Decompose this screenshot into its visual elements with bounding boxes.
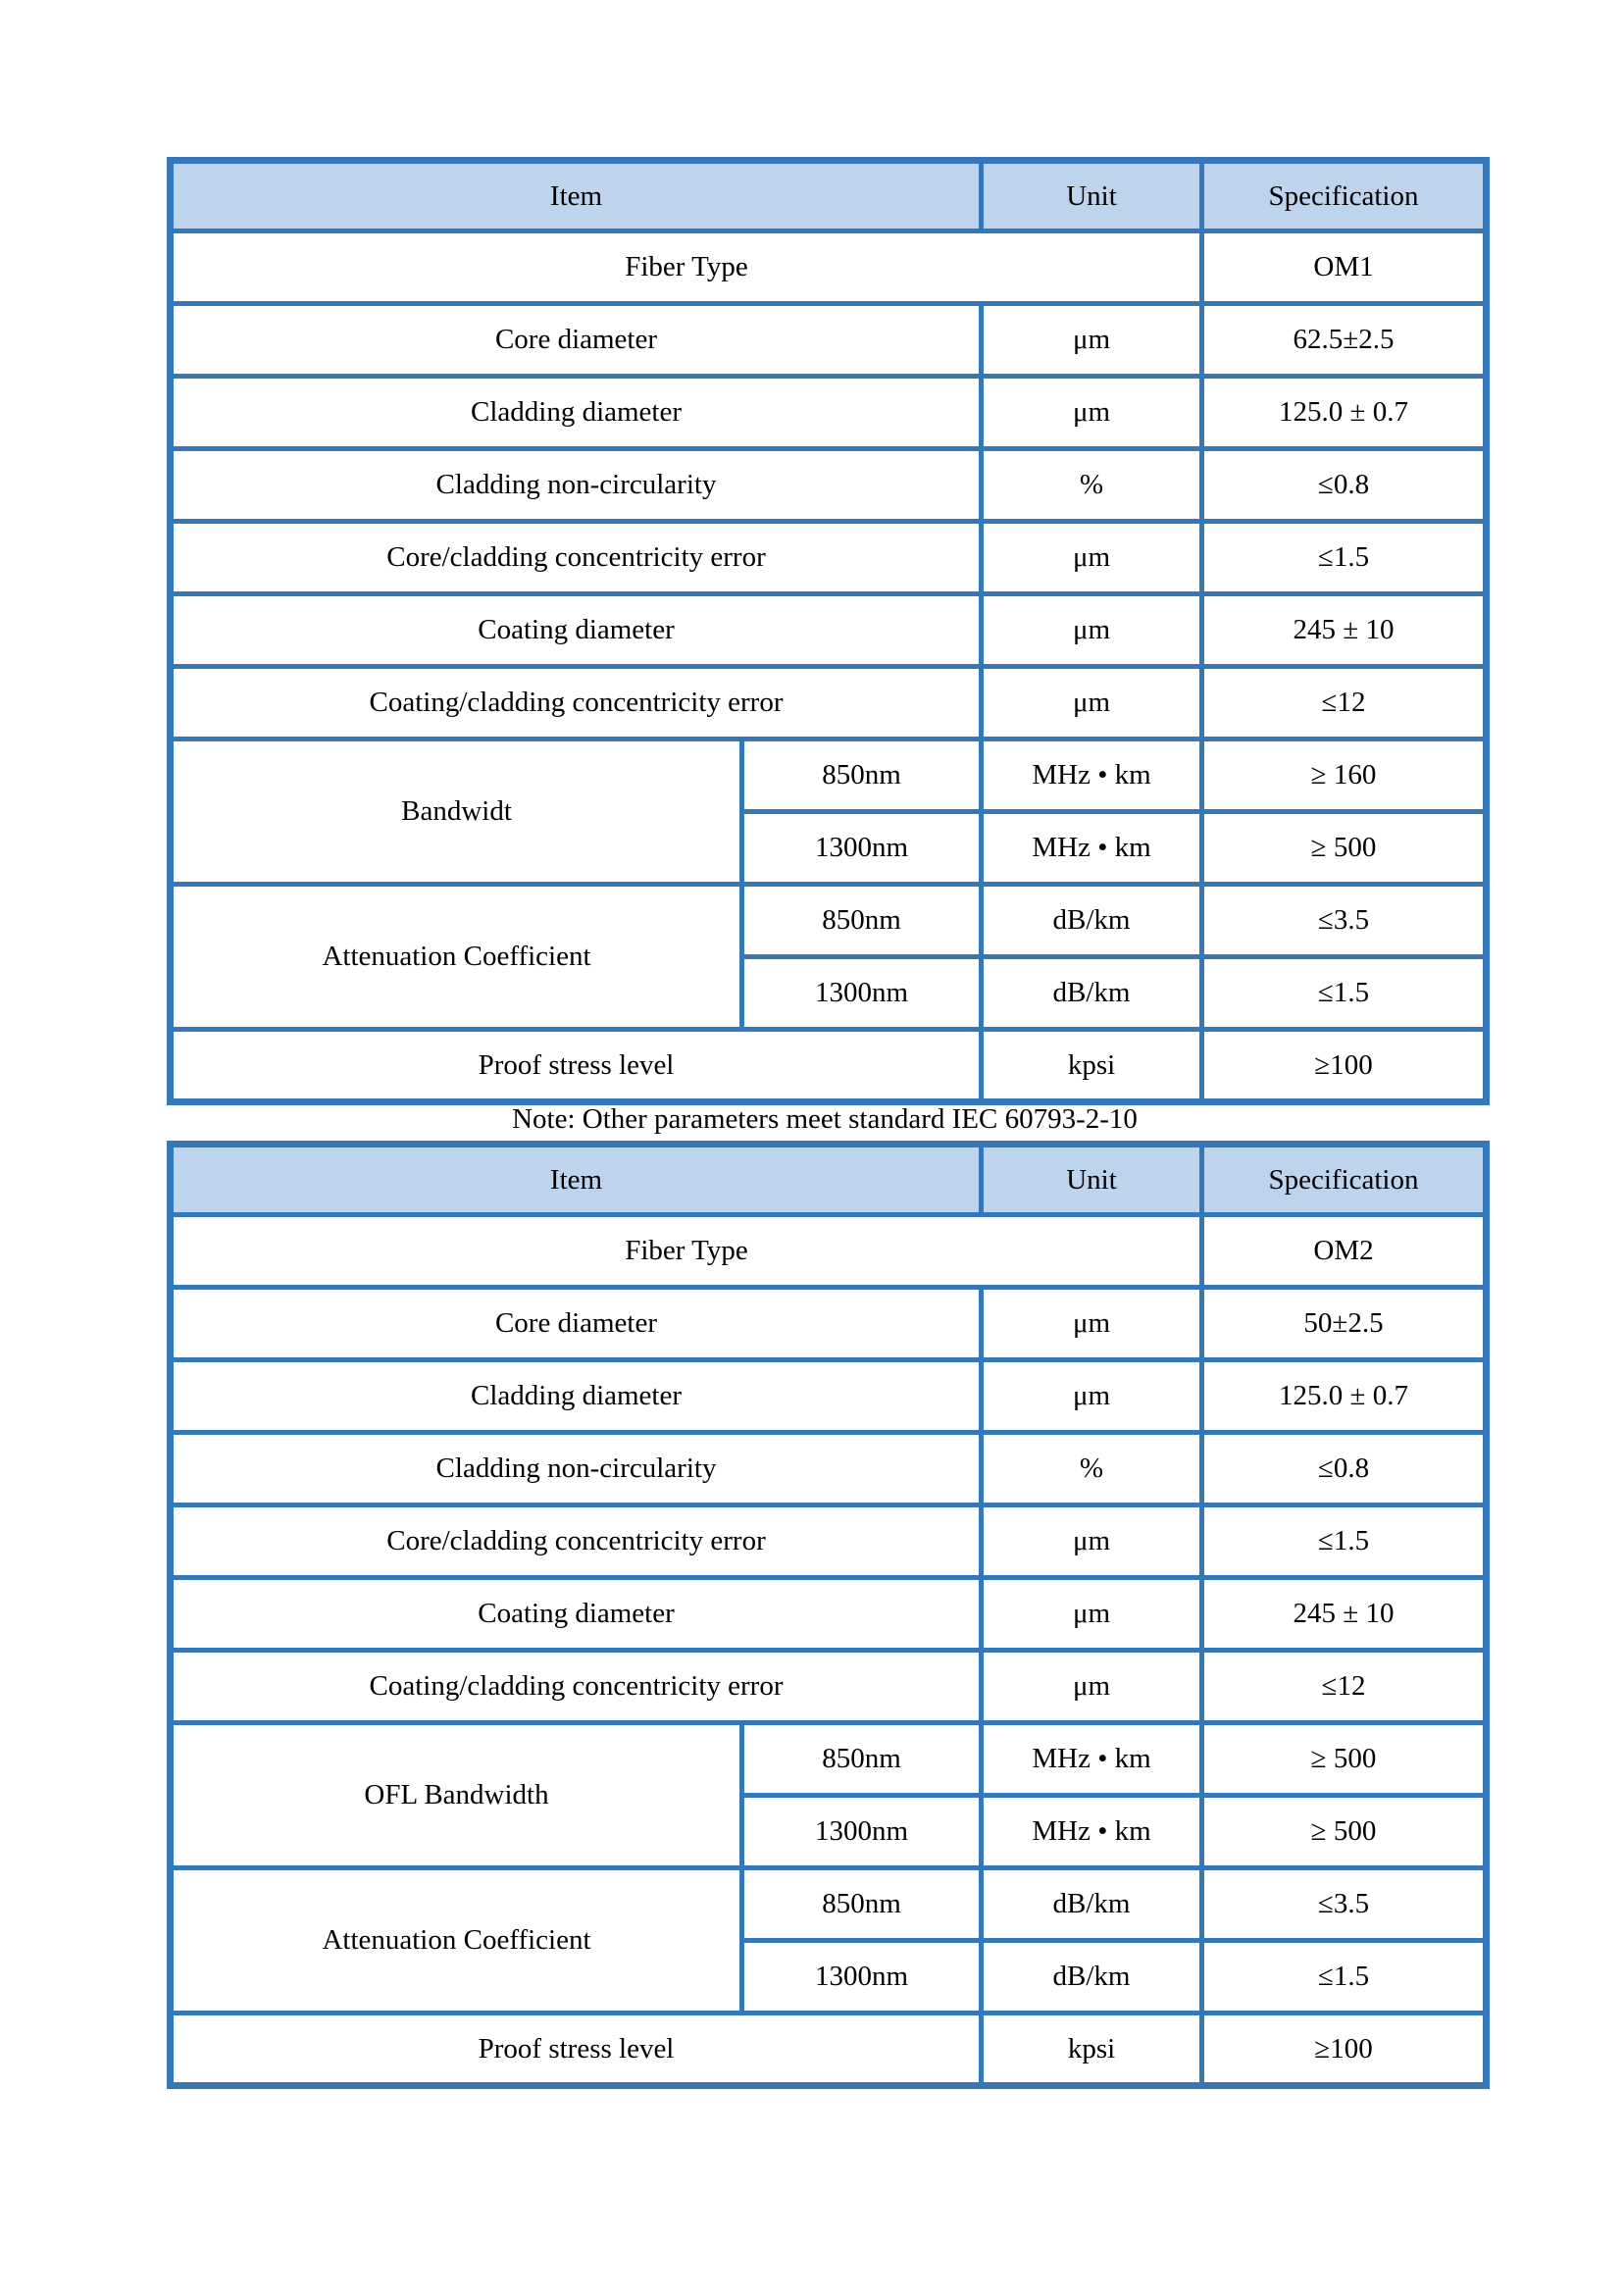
- spec-cell: ≤0.8: [1202, 1433, 1487, 1505]
- unit-cell: μm: [982, 1578, 1202, 1651]
- table-row: [171, 1433, 1487, 1505]
- unit-cell: dB/km: [982, 1868, 1202, 1941]
- wavelength-cell: 1300nm: [742, 957, 982, 1030]
- unit-cell: dB/km: [982, 957, 1202, 1030]
- item-cell: Proof stress level: [171, 2014, 982, 2086]
- table-row: [171, 1288, 1487, 1360]
- unit-cell: μm: [982, 1288, 1202, 1360]
- table-row: [171, 377, 1487, 449]
- unit-cell: μm: [982, 1651, 1202, 1723]
- spec-cell: 50±2.5: [1202, 1288, 1487, 1360]
- unit-cell: %: [982, 449, 1202, 522]
- table-row: [171, 304, 1487, 377]
- wavelength-cell: 850nm: [742, 1868, 982, 1941]
- unit-cell: μm: [982, 594, 1202, 667]
- attenuation-label: Attenuation Coefficient: [171, 885, 742, 1030]
- wavelength-cell: 850nm: [742, 885, 982, 957]
- item-cell: Proof stress level: [171, 1030, 982, 1102]
- bandwidth-row-850: [171, 1723, 1487, 1796]
- bandwidth-row-850: [171, 739, 1487, 812]
- item-cell: Core diameter: [171, 1288, 982, 1360]
- item-cell: Coating/cladding concentricity error: [171, 667, 982, 739]
- attenuation-row-850: [171, 885, 1487, 957]
- item-cell: Cladding diameter: [171, 377, 982, 449]
- header-row: [171, 1145, 1487, 1215]
- table-row: [171, 449, 1487, 522]
- spec-cell: 245 ± 10: [1202, 1578, 1487, 1651]
- table-row: [171, 522, 1487, 594]
- unit-cell: dB/km: [982, 1941, 1202, 2014]
- fiber-type-row: [171, 1215, 1487, 1288]
- item-cell: Coating diameter: [171, 1578, 982, 1651]
- proof-stress-row: [171, 2014, 1487, 2086]
- unit-cell: kpsi: [982, 2014, 1202, 2086]
- header-row: [171, 161, 1487, 231]
- header-item: Item: [171, 1145, 982, 1215]
- unit-cell: %: [982, 1433, 1202, 1505]
- spec-cell: ≤1.5: [1202, 1941, 1487, 2014]
- bandwidth-label: OFL Bandwidth: [171, 1723, 742, 1868]
- wavelength-cell: 1300nm: [742, 1941, 982, 2014]
- wavelength-cell: 1300nm: [742, 812, 982, 885]
- table-row: [171, 1651, 1487, 1723]
- unit-cell: MHz • km: [982, 739, 1202, 812]
- spec-cell: ≤3.5: [1202, 885, 1487, 957]
- spec-cell: ≤1.5: [1202, 1505, 1487, 1578]
- item-cell: Cladding non-circularity: [171, 1433, 982, 1505]
- spec-cell: 62.5±2.5: [1202, 304, 1487, 377]
- unit-cell: μm: [982, 667, 1202, 739]
- header-unit: Unit: [982, 161, 1202, 231]
- table-row: [171, 1505, 1487, 1578]
- table-row: [171, 667, 1487, 739]
- unit-cell: μm: [982, 304, 1202, 377]
- fiber-type-value: OM2: [1202, 1215, 1487, 1288]
- spec-cell: ≤1.5: [1202, 957, 1487, 1030]
- spec-cell: ≤3.5: [1202, 1868, 1487, 1941]
- spec-cell: ≤1.5: [1202, 522, 1487, 594]
- unit-cell: dB/km: [982, 885, 1202, 957]
- spec-cell: ≤12: [1202, 667, 1487, 739]
- attenuation-label: Attenuation Coefficient: [171, 1868, 742, 2014]
- item-cell: Core diameter: [171, 304, 982, 377]
- header-unit: Unit: [982, 1145, 1202, 1215]
- item-cell: Cladding non-circularity: [171, 449, 982, 522]
- unit-cell: MHz • km: [982, 1723, 1202, 1796]
- spec-cell: ≥100: [1202, 1030, 1487, 1102]
- unit-cell: μm: [982, 377, 1202, 449]
- item-cell: Core/cladding concentricity error: [171, 1505, 982, 1578]
- item-cell: Coating diameter: [171, 594, 982, 667]
- spec-cell: ≥ 500: [1202, 1796, 1487, 1868]
- item-cell: Cladding diameter: [171, 1360, 982, 1433]
- wavelength-cell: 850nm: [742, 739, 982, 812]
- note-text: Note: Other parameters meet standard IEC 60793-2-10: [512, 1103, 1138, 1135]
- unit-cell: μm: [982, 522, 1202, 594]
- unit-cell: kpsi: [982, 1030, 1202, 1102]
- spec-cell: ≥ 160: [1202, 739, 1487, 812]
- fiber-type-label: Fiber Type: [171, 1215, 1202, 1288]
- header-item: Item: [171, 161, 982, 231]
- om2-table-container: [167, 1141, 1483, 2089]
- unit-cell: MHz • km: [982, 812, 1202, 885]
- table-row: [171, 594, 1487, 667]
- spec-cell: ≥ 500: [1202, 812, 1487, 885]
- bandwidth-label: Bandwidt: [171, 739, 742, 885]
- attenuation-row-850: [171, 1868, 1487, 1941]
- spec-cell: 125.0 ± 0.7: [1202, 377, 1487, 449]
- table-row: [171, 1360, 1487, 1433]
- spec-cell: ≤12: [1202, 1651, 1487, 1723]
- unit-cell: μm: [982, 1505, 1202, 1578]
- spec-cell: ≥100: [1202, 2014, 1487, 2086]
- header-specification: Specification: [1202, 161, 1487, 231]
- item-cell: Core/cladding concentricity error: [171, 522, 982, 594]
- om1-spec-table: [167, 157, 1490, 1105]
- item-cell: Coating/cladding concentricity error: [171, 1651, 982, 1723]
- spec-cell: 125.0 ± 0.7: [1202, 1360, 1487, 1433]
- table-row: [171, 1578, 1487, 1651]
- om2-spec-table: [167, 1141, 1490, 2089]
- header-specification: Specification: [1202, 1145, 1487, 1215]
- fiber-type-value: OM1: [1202, 231, 1487, 304]
- fiber-type-label: Fiber Type: [171, 231, 1202, 304]
- wavelength-cell: 850nm: [742, 1723, 982, 1796]
- fiber-type-row: [171, 231, 1487, 304]
- spec-cell: ≤0.8: [1202, 449, 1487, 522]
- om1-table-container: [167, 157, 1483, 1105]
- unit-cell: MHz • km: [982, 1796, 1202, 1868]
- unit-cell: μm: [982, 1360, 1202, 1433]
- spec-cell: 245 ± 10: [1202, 594, 1487, 667]
- spec-cell: ≥ 500: [1202, 1723, 1487, 1796]
- wavelength-cell: 1300nm: [742, 1796, 982, 1868]
- proof-stress-row: [171, 1030, 1487, 1102]
